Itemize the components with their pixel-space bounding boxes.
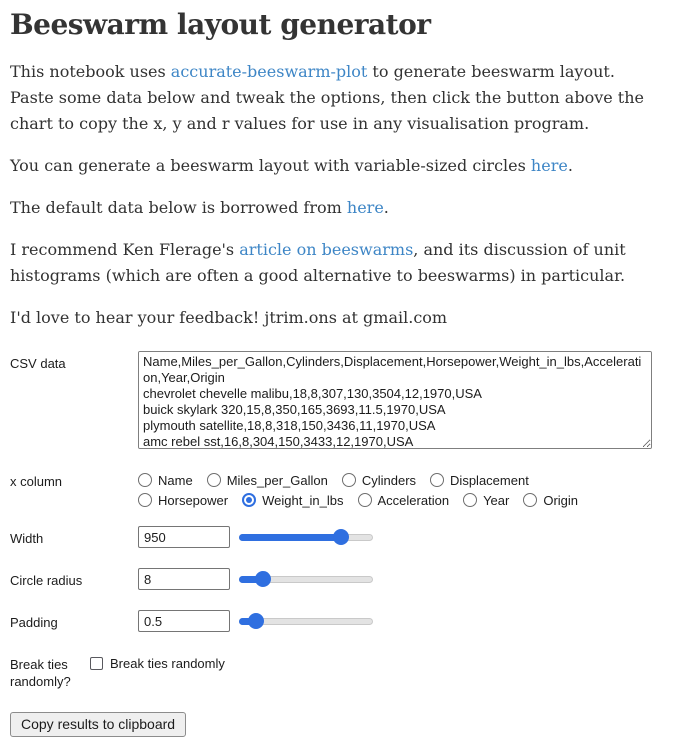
radio-option-label: Miles_per_Gallon <box>226 472 328 488</box>
accurate-beeswarm-plot-link[interactable]: accurate-beeswarm-plot <box>170 62 368 81</box>
page-title: Beeswarm layout generator <box>10 8 431 41</box>
width-slider[interactable] <box>239 529 373 545</box>
text-segment: The default data below is borrowed from <box>10 198 347 217</box>
radio-option-label: Acceleration <box>377 492 450 508</box>
circle-radius-row <box>10 568 671 590</box>
intro-paragraph-4 <box>10 237 655 289</box>
x-column-option-horsepower[interactable] <box>138 492 228 509</box>
radio-button-icon[interactable] <box>138 473 152 487</box>
radio-button-icon[interactable] <box>242 493 256 507</box>
text-segment: This notebook uses <box>10 62 171 81</box>
text-segment: , and its discussion of unit histograms (which are often a good alternative to beeswarms) in particular. <box>10 240 626 285</box>
radio-option-label: Weight_in_lbs <box>262 492 344 508</box>
circle-radius-label: Circle radius <box>10 573 83 588</box>
radio-option-label: Horsepower <box>158 492 229 508</box>
padding-input[interactable] <box>138 610 230 632</box>
default-data-link[interactable]: here <box>346 198 384 217</box>
x-column-option-acceleration[interactable] <box>358 492 450 509</box>
copy-results-button[interactable]: Copy results to clipboard <box>10 712 186 737</box>
circle-radius-control <box>138 568 373 590</box>
x-column-option-displacement[interactable] <box>430 472 529 489</box>
intro-paragraph-3 <box>10 195 655 221</box>
radio-button-icon[interactable] <box>138 493 152 507</box>
radio-option-label: Year <box>483 492 510 508</box>
padding-control <box>138 610 373 632</box>
break-ties-row <box>10 652 671 690</box>
x-column-option-cylinders[interactable] <box>342 472 416 489</box>
x-column-options-row-1 <box>138 470 592 490</box>
article-on-beeswarms-link[interactable]: article on beeswarms <box>239 240 414 259</box>
radio-button-icon[interactable] <box>523 493 537 507</box>
x-column-option-weight-in-lbs[interactable] <box>242 492 343 509</box>
slider-thumb[interactable] <box>255 571 271 587</box>
width-control <box>138 526 373 548</box>
radio-option-label: Name <box>158 472 193 488</box>
text-segment: I'd love to hear your feedback! jtrim.ons at gmail.com <box>10 308 448 327</box>
padding-row <box>10 610 671 632</box>
intro-paragraph-1 <box>10 59 655 137</box>
csv-data-label: CSV data <box>10 356 66 371</box>
radio-button-icon[interactable] <box>430 473 444 487</box>
x-column-option-year[interactable] <box>463 492 509 509</box>
x-column-option-origin[interactable] <box>523 492 578 509</box>
width-label: Width <box>10 531 44 546</box>
radio-button-icon[interactable] <box>342 473 356 487</box>
text-segment: . <box>567 156 573 175</box>
intro-paragraph-2 <box>10 153 655 179</box>
csv-data-row <box>10 351 671 449</box>
circle-radius-input[interactable] <box>138 568 230 590</box>
slider-thumb[interactable] <box>248 613 264 629</box>
variable-sized-circles-link[interactable]: here <box>530 156 568 175</box>
radio-option-label: Origin <box>543 492 579 508</box>
circle-radius-slider[interactable] <box>239 571 373 587</box>
slider-fill <box>239 534 341 541</box>
padding-slider[interactable] <box>239 613 373 629</box>
x-column-options-row-2 <box>138 490 592 510</box>
intro-paragraph-5 <box>10 305 655 331</box>
x-column-label: x column <box>10 474 63 489</box>
radio-button-icon[interactable] <box>358 493 372 507</box>
radio-button-icon[interactable] <box>207 473 221 487</box>
break-ties-label: Break ties randomly? <box>10 657 71 689</box>
text-segment: to generate beeswarm layout. Paste some data below and tweak the options, then click the button above the chart to copy the x, y and r values for use in any visualisation program. <box>10 62 645 133</box>
x-column-option-name[interactable] <box>138 472 193 489</box>
padding-label: Padding <box>10 615 58 630</box>
checkbox-icon[interactable] <box>90 657 103 670</box>
x-column-radio-group <box>138 469 592 510</box>
checkbox-label: Break ties randomly <box>110 656 225 671</box>
radio-button-icon[interactable] <box>463 493 477 507</box>
csv-data-textarea[interactable] <box>138 351 652 449</box>
break-ties-checkbox-option[interactable] <box>90 652 225 672</box>
x-column-option-miles-per-gallon[interactable] <box>207 472 328 489</box>
text-segment: I recommend Ken Flerage's <box>10 240 240 259</box>
width-input[interactable] <box>138 526 230 548</box>
x-column-row <box>10 469 671 510</box>
text-segment: . <box>383 198 389 217</box>
width-row <box>10 526 671 548</box>
slider-thumb[interactable] <box>333 529 349 545</box>
radio-option-label: Displacement <box>450 472 529 488</box>
options-form <box>10 351 671 737</box>
radio-option-label: Cylinders <box>361 472 417 488</box>
text-segment: You can generate a beeswarm layout with variable-sized circles <box>10 156 531 175</box>
